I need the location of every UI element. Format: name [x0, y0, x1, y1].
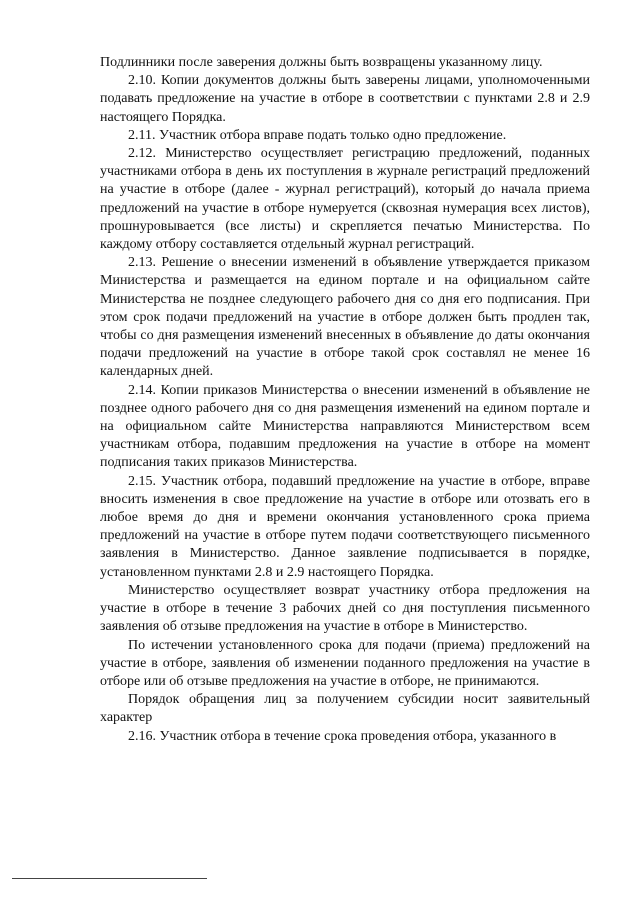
paragraph-2-15: 2.15. Участник отбора, подавший предложение на участие в отборе, вправе вносить изменения в свое предложение на участие в отборе или отозвать его в любое время до дня и времени окончания установленного срока приема предложений на участие в отборе путем подачи соответствующего письменного заявления в Министерство. Данное заявление подписывается в порядке, установленном пунктами 2.8 и 2.9 настоящего Порядка. — [100, 473, 590, 580]
document-body — [100, 54, 590, 746]
paragraph-2-16: 2.16. Участник отбора в течение срока проведения отбора, указанного в — [128, 728, 557, 744]
paragraph-originals-return: Подлинники после заверения должны быть возвращены указанному лицу. — [100, 55, 543, 70]
paragraph-return-of-proposal: Министерство осуществляет возврат участнику отбора предложения на участие в отборе в течение 3 рабочих дней со дня поступления письменного заявления об отзыве предложения на участие в отборе в Министерство. — [100, 582, 590, 635]
paragraph-after-deadline: По истечении установленного срока для подачи (приема) предложений на участие в отборе, заявления об изменении поданного предложения на участие в отборе или об отзыве предложения на участие в отборе, не принимаются. — [100, 637, 590, 689]
paragraph-application-nature: Порядок обращения лиц за получением субсидии носит заявительный характер — [100, 692, 590, 726]
paragraph-2-13: 2.13. Решение о внесении изменений в объявление утверждается приказом Министерства и размещается на едином портале и на официальном сайте Министерства не позднее следующего рабочего дня со дня его подписания. При этом срок подачи предложений на участие в отборе должен быть продлен так, чтобы со дня размещения изменений внесенных в объявление до даты окончания подачи предложений на участие в отборе такой срок составлял не менее 16 календарных дней. — [100, 255, 590, 380]
paragraph-2-10: 2.10. Копии документов должны быть заверены лицами, уполномоченными подавать предложение на участие в отборе в соответствии с пунктами 2.8 и 2.9 настоящего Порядка. — [100, 73, 590, 125]
paragraph-2-11: 2.11. Участник отбора вправе подать только одно предложение. — [128, 127, 507, 143]
footer-divider — [12, 878, 207, 879]
paragraph-2-14: 2.14. Копии приказов Министерства о внесении изменений в объявление не позднее одного рабочего дня со дня размещения изменений на едином портале и на официальном сайте Министерства направляются Министерством всем участникам отбора, подавшим предложения на участие в отборе на момент подписания таких приказов Министерства. — [100, 382, 590, 471]
paragraph-2-12: 2.12. Министерство осуществляет регистрацию предложений, поданных участниками отбора в день их поступления в журнале регистраций предложений на участие в отборе (далее - журнал регистраций), который до начала приема предложений на участие в отборе нумеруется (сквозная нумерация всех листов), прошнуровывается (все листы) и скрепляется печатью Министерства. По каждому отбору составляется отдельный журнал регистраций. — [100, 146, 590, 253]
